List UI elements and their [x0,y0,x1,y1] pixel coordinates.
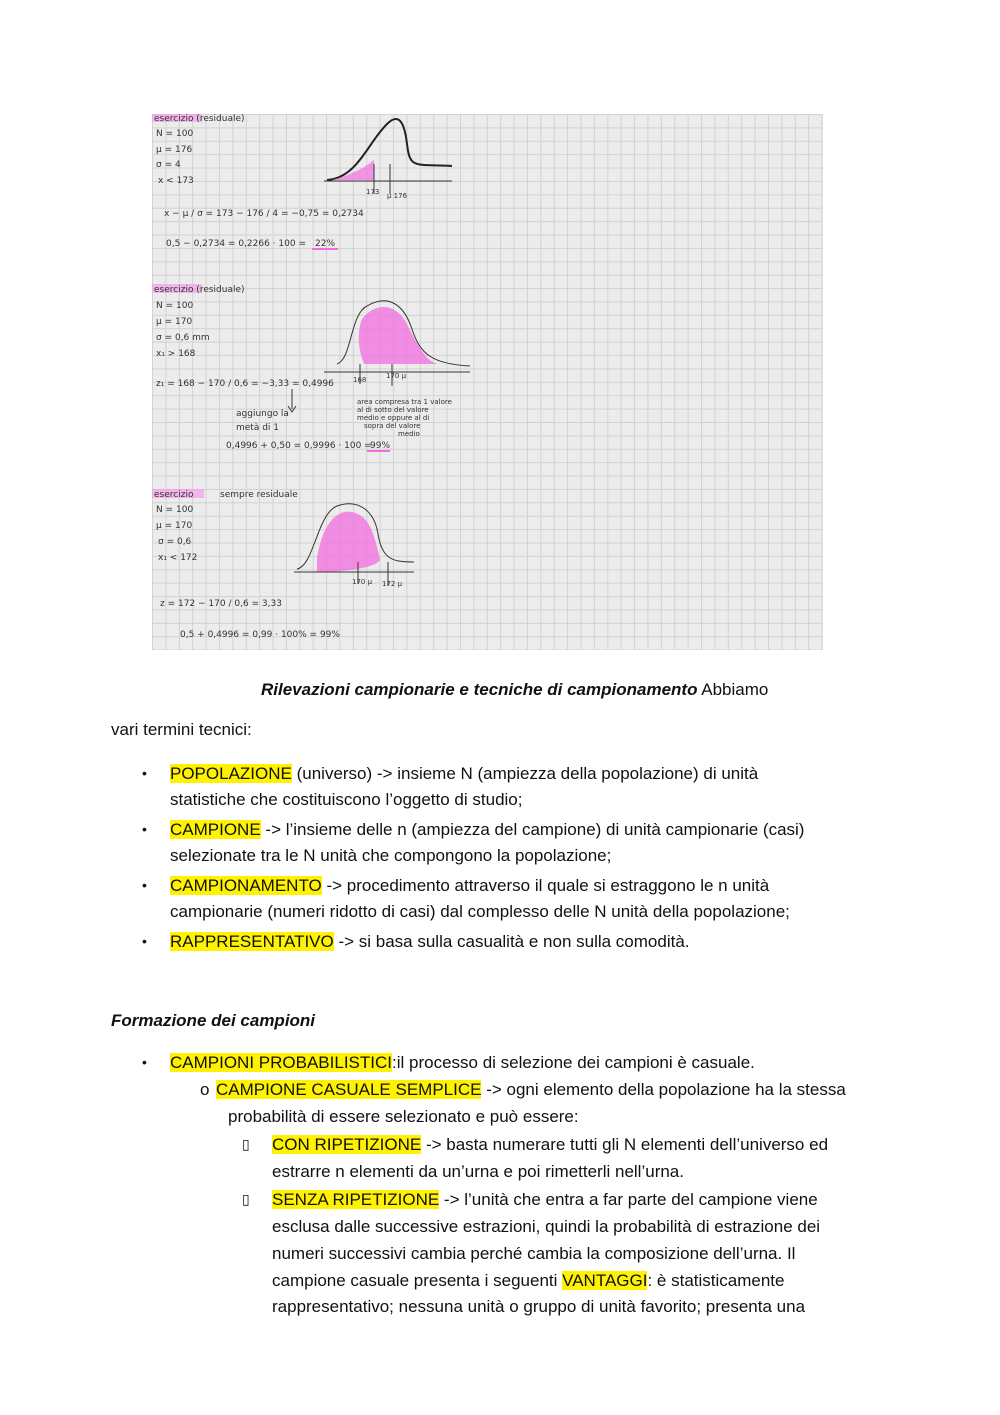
ex2-note-right: area compresa tra 1 valore [357,398,452,406]
ex3-subtitle: sempre residuale [220,490,298,500]
circle-bullet-icon: o [200,1080,210,1099]
intro-text: vari termini tecnici: [111,720,252,739]
senza-key: SENZA RIPETIZIONE [272,1190,440,1209]
term-key: CAMPIONAMENTO [170,876,322,895]
term-text: -> si basa sulla casualità e non sulla comodità. [333,932,690,951]
square-bullet-icon: ▯ [242,1191,250,1207]
ex3-title: esercizio [154,490,194,500]
senza-text: campione casuale presenta i seguenti [272,1271,563,1290]
ex2-note-left: aggiungo la [236,409,289,419]
handwritten-notes-image [152,114,823,650]
bullet-icon: • [142,877,147,893]
ccs-line: probabilità di essere selezionato e può essere: [228,1107,579,1126]
ex3-tick: 172 μ [382,580,403,588]
square-bullet-icon: ▯ [242,1136,250,1152]
ex1-formula: x − μ / σ = 173 − 176 / 4 = −0,75 = 0,2734 [164,209,364,219]
term-text: (universo) -> insieme N (ampiezza della popolazione) di unità [291,764,759,783]
ex1-result: 0,5 − 0,2734 = 0,2266 · 100 = [166,239,306,249]
ex2-note-left: metà di 1 [236,423,280,433]
ex3-line: σ = 0,6 [158,537,192,547]
senza-line: rappresentativo; nessuna unità o gruppo di unità favorito; presenta una [272,1297,806,1316]
section2-title: Formazione dei campioni [111,1011,316,1030]
ex3-line: N = 100 [156,505,194,515]
ex3-line: μ = 170 [156,521,193,531]
con-line: estrarre n elementi da un’urna e poi rimetterli nell’urna. [272,1162,684,1181]
senza-line [272,1267,784,1294]
con-key: CON RIPETIZIONE [272,1135,422,1154]
ex2-note-right: al di sotto del valore [357,406,429,414]
ex1-answer: 22% [315,239,336,249]
term-line: selezionate tra le N unità che compongono la popolazione; [170,846,612,865]
term-line [170,816,804,843]
ex2-tick: 170 μ [386,372,407,380]
prob-key: CAMPIONI PROBABILISTICI [170,1053,392,1072]
ex3-tick: 170 μ [352,578,373,586]
ccs-key: CAMPIONE CASUALE SEMPLICE [216,1080,482,1099]
ex2-note-right: medio e oppure al di [357,414,430,422]
ex1-tick: 173 [366,188,380,196]
bullet-icon: • [142,765,147,781]
term-text: -> procedimento attraverso il quale si estraggono le n unità [321,876,770,895]
term-key: CAMPIONE [170,820,261,839]
term-line: statistiche che costituiscono l’oggetto di studio; [170,790,523,809]
ex2-tick: 168 [353,376,367,384]
senza-line: numeri successivi cambia perché cambia la composizione dell’urna. Il [272,1244,796,1263]
ex1-tick: μ 176 [387,192,408,200]
section-heading-line [261,676,768,703]
ex2-line: σ = 0,6 mm [156,333,210,343]
bullet-icon: • [142,821,147,837]
ex1-line: μ = 176 [156,145,193,155]
ex2-note-right: sopra del valore [364,422,421,430]
term-line [170,928,690,955]
ex1-line: N = 100 [156,129,194,139]
prob-line [170,1049,755,1076]
bullet-icon: • [142,1054,147,1070]
ex1-line: x < 173 [158,176,194,186]
term-line: campionarie (numeri ridotto di casi) dal complesso delle N unità della popolazione; [170,902,790,921]
ex2-title: esercizio (residuale) [154,285,245,295]
ex2-line: μ = 170 [156,317,193,327]
ex2-answer: 99% [370,441,391,451]
ex3-formula: z = 172 − 170 / 0,6 = 3,33 [160,599,282,609]
term-key: POPOLAZIONE [170,764,292,783]
ex2-result: 0,4996 + 0,50 = 0,9996 · 100 = [226,441,372,451]
bullet-icon: • [142,933,147,949]
section-heading: Rilevazioni campionarie e tecniche di campionamento [261,680,698,699]
term-line [170,760,758,787]
prob-text: :il processo di selezione dei campioni è casuale. [392,1053,755,1072]
ex2-note-right: medio [398,430,420,438]
con-line [272,1131,828,1158]
term-key: RAPPRESENTATIVO [170,932,334,951]
term-line [170,872,769,899]
vantaggi-key: VANTAGGI [562,1271,648,1290]
heading-tail: Abbiamo [697,680,769,699]
ccs-line [216,1076,846,1103]
con-text: -> basta numerare tutti gli N elementi dell’universo ed [421,1135,829,1154]
ex2-line: N = 100 [156,301,194,311]
senza-line: esclusa dalle successive estrazioni, quindi la probabilità di estrazione dei [272,1217,821,1236]
senza-text: -> l’unità che entra a far parte del campione viene [439,1190,818,1209]
senza-line [272,1186,818,1213]
notes-drawing [152,114,823,650]
ccs-text: -> ogni elemento della popolazione ha la stessa [481,1080,846,1099]
term-text: -> l’insieme delle n (ampiezza del campione) di unità campionarie (casi) [260,820,805,839]
ex1-title: esercizio (residuale) [154,114,245,124]
ex1-line: σ = 4 [156,160,181,170]
ex3-line: x₁ < 172 [158,553,198,563]
senza-text: : è statisticamente [647,1271,785,1290]
ex2-line: x₁ > 168 [156,349,196,359]
ex2-formula: z₁ = 168 − 170 / 0,6 = −3,33 = 0,4996 [156,379,334,389]
ex3-result: 0,5 + 0,4996 = 0,99 · 100% = 99% [180,630,340,640]
